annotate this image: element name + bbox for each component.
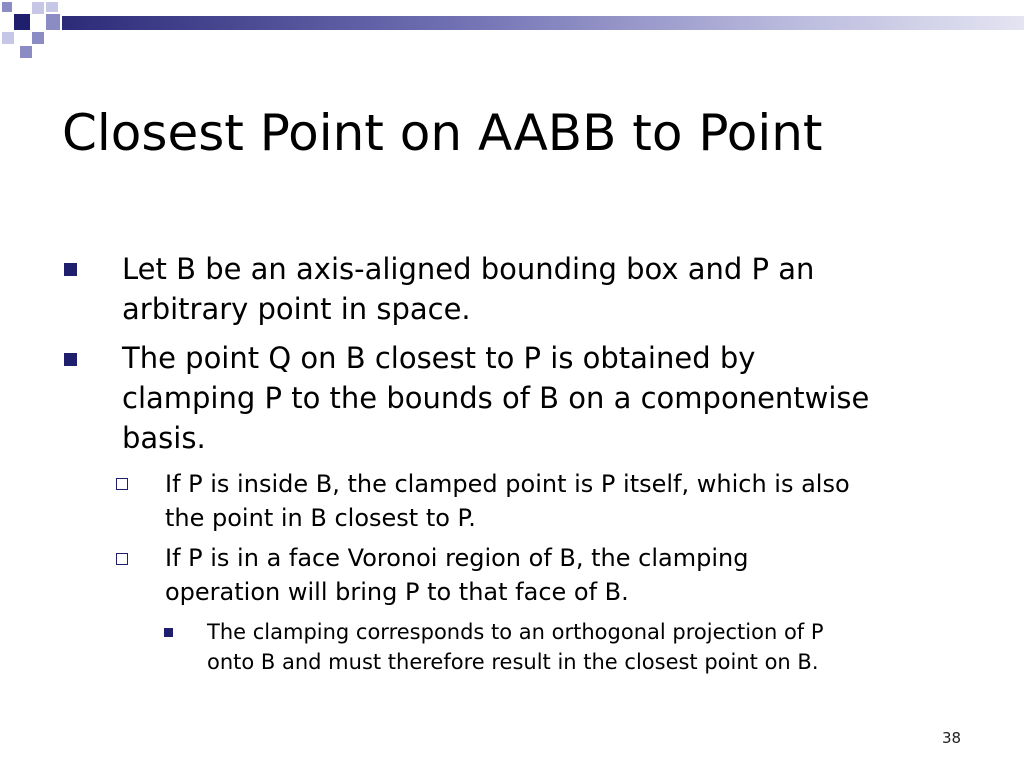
hollow-square-bullet-icon	[116, 553, 128, 565]
bullet-line: basis.	[122, 421, 206, 455]
small-square-bullet-icon	[164, 628, 173, 637]
bullet-square-icon	[64, 353, 77, 366]
decor-square	[32, 2, 44, 14]
decor-square	[46, 2, 58, 12]
sub-bullet-line: operation will bring P to that face of B.	[165, 578, 629, 606]
sub-bullet-line: If P is in a face Voronoi region of B, the clamping	[165, 544, 749, 572]
bullet-line: Let B be an axis-aligned bounding box and P an	[122, 252, 815, 286]
sub-sub-bullet-text	[207, 617, 824, 677]
bullet-text	[122, 338, 869, 458]
header-gradient-bar	[62, 16, 1024, 30]
decor-square	[20, 46, 32, 58]
bullet-line: The point Q on B closest to P is obtained by	[122, 341, 756, 375]
decor-square	[14, 14, 30, 30]
decor-square	[32, 32, 44, 44]
bullet-text	[122, 249, 814, 329]
sub-bullet-text	[165, 541, 748, 609]
slide-title: Closest Point on AABB to Point	[62, 104, 823, 162]
bullet-square-icon	[64, 263, 77, 276]
sub-bullet-text	[165, 467, 850, 535]
sub-sub-bullet-line: The clamping corresponds to an orthogonal projection of P	[207, 620, 824, 644]
decor-square	[46, 14, 60, 30]
decor-square	[2, 2, 12, 12]
bullet-line: arbitrary point in space.	[122, 292, 471, 326]
sub-bullet-line: If P is inside B, the clamped point is P itself, which is also	[165, 470, 850, 498]
hollow-square-bullet-icon	[116, 478, 128, 490]
bullet-line: clamping P to the bounds of B on a componentwise	[122, 381, 870, 415]
sub-bullet-line: the point in B closest to P.	[165, 504, 476, 532]
sub-sub-bullet-line: onto B and must therefore result in the closest point on B.	[207, 650, 819, 674]
page-number: 38	[942, 729, 962, 747]
decor-square	[2, 32, 14, 44]
